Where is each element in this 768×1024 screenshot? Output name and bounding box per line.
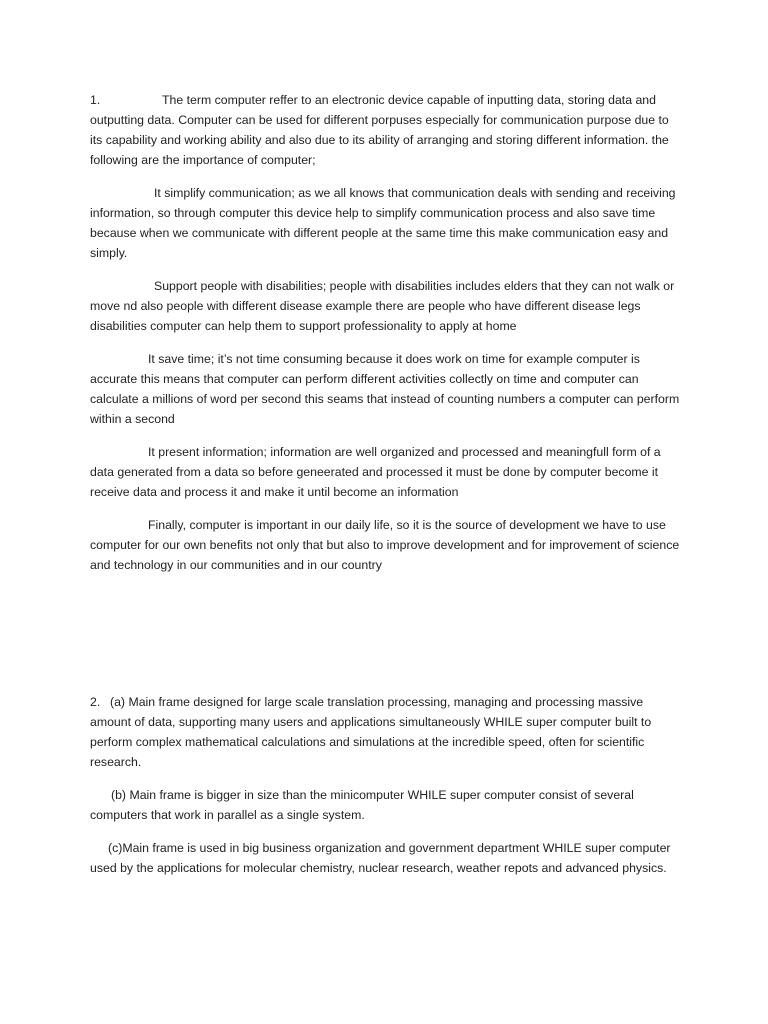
q1-intro-text: The term computer reffer to an electronic device capable of inputting data, storing data and outputting data. Computer can be used for different porpuses especially for communication purpose due to its capability and working ability and also due to its ability of arranging and storing different information. the following are the importance of computer;: [90, 93, 669, 167]
q1-intro-paragraph: [90, 90, 684, 170]
q1-point-present-information: It present information; information are well organized and processed and meaningfull form of a data generated from a data so before geneerated and processed it must be done by computer become it receive data and process it and make it until become an information: [90, 445, 661, 499]
q1-point-save-time: It save time; it’s not time consuming because it does work on time for example computer is accurate this means that computer can perform different activities collectly on time and computer can calculate a millions of word per second this seams that instead of counting numbers a computer can perform within a second: [90, 352, 680, 426]
section-spacer: [90, 588, 684, 692]
q1-point-disabilities: Support people with disabilities; people with disabilities includes elders that they can not walk or move nd also people with different disease example there are people who have different disease legs disabilities computer can help them to support professionality to apply at home: [90, 279, 675, 333]
q1-point-communication: It simplify communication; as we all knows that communication deals with sending and receiving information, so through computer this device help to simplify communication process and also save time because when we communicate with different people at the same time this make communication easy and simply.: [90, 186, 676, 260]
q2-part-a-paragraph: [90, 692, 684, 772]
q2-part-c-paragraph: (c)Main frame is used in big business organization and government department WHILE super computer used by the applications for molecular chemistry, nuclear research, weather repots and advanced physics.: [90, 841, 671, 875]
q2-part-a-text: (a) Main frame designed for large scale translation processing, managing and processing massive amount of data, supporting many users and applications simultaneously WHILE super computer built to perform complex mathematical calculations and simulations at the incredible speed, often for scientific research.: [90, 695, 652, 769]
document-body: [90, 90, 684, 891]
q1-number: 1.: [90, 93, 101, 107]
q1-point-conclusion: Finally, computer is important in our daily life, so it is the source of development we have to use computer for our own benefits not only that but also to improve development and for improvement of science and technology in our communities and in our country: [90, 518, 680, 572]
q2-number: 2.: [90, 695, 101, 709]
q2-part-b-paragraph: (b) Main frame is bigger in size than the minicomputer WHILE super computer consist of several computers that work in parallel as a single system.: [90, 788, 634, 822]
